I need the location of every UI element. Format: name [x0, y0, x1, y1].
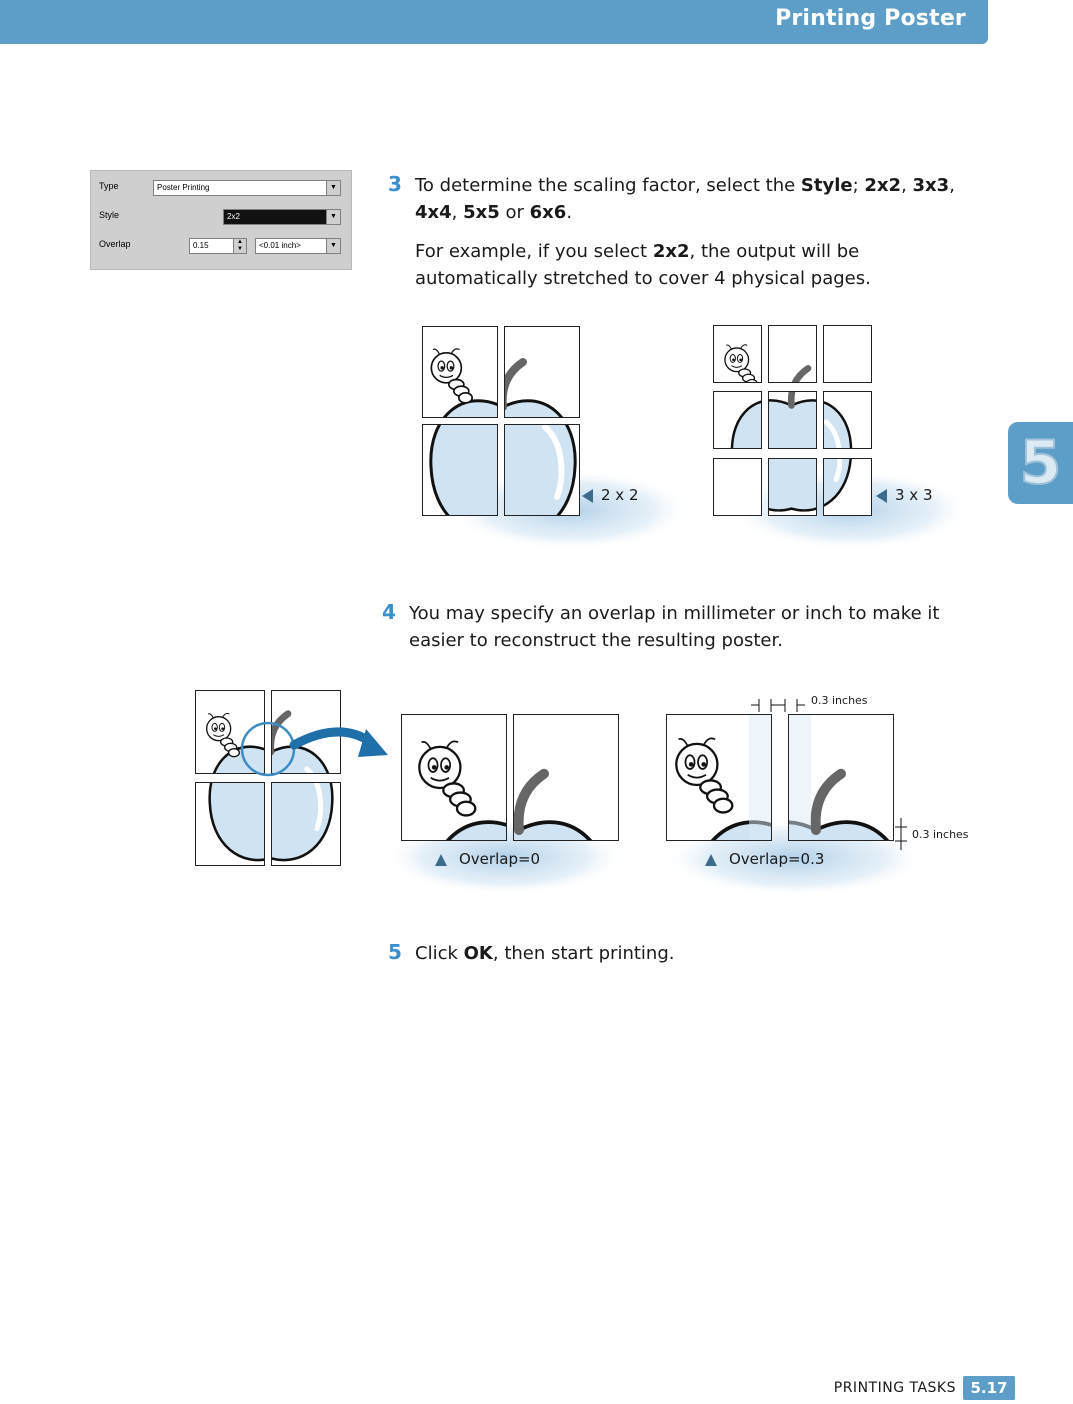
step-text: Click	[415, 943, 464, 964]
step-number: 5	[388, 940, 402, 964]
step-number: 4	[382, 600, 396, 624]
label-2x2: 2 x 2	[601, 486, 639, 504]
figure-label	[705, 850, 824, 868]
step-3-example	[415, 238, 1015, 292]
figure-label	[582, 486, 639, 504]
pointer-up-icon	[705, 854, 717, 866]
step-text: automatically stretched to cover 4 physical pages.	[415, 268, 871, 289]
poster-tile	[713, 325, 762, 383]
figure-2x2	[400, 310, 680, 550]
poster-tile	[504, 326, 580, 418]
pointer-left-icon	[876, 489, 887, 503]
step-text: easier to reconstruct the resulting poster.	[409, 630, 783, 651]
chevron-down-icon[interactable]: ▼	[326, 181, 340, 195]
poster-tile	[713, 391, 762, 449]
step-text: , then start printing.	[492, 943, 675, 964]
step-text: ,	[901, 175, 913, 196]
step-bold: OK	[463, 943, 493, 964]
zoom-circle-arrow	[190, 685, 400, 875]
poster-tile	[768, 325, 817, 383]
poster-tile	[504, 424, 580, 516]
overlap-label: Overlap	[99, 239, 131, 249]
pointer-left-icon	[582, 489, 593, 503]
spinner-icon[interactable]: ▲ ▼	[233, 239, 246, 253]
label-overlap-0: Overlap=0	[459, 850, 541, 868]
chapter-number: 5	[1019, 428, 1062, 498]
poster-tile	[713, 458, 762, 516]
page-number-badge: 5.17	[963, 1376, 1015, 1400]
step-4-text	[409, 600, 1009, 654]
figure-overlap-0	[390, 705, 650, 900]
step-3-text	[415, 172, 1015, 226]
footer-section: PRINTING TASKS	[833, 1380, 956, 1396]
poster-tile	[513, 714, 619, 841]
overlap-input-value: 0.15	[193, 241, 209, 250]
style-label: Style	[99, 210, 120, 220]
step-bold: 6x6	[529, 202, 567, 223]
step-bold: Style	[800, 175, 853, 196]
figure-overlap-source	[190, 685, 400, 875]
label-overlap-03: Overlap=0.3	[729, 850, 825, 868]
page-title: Printing Poster	[775, 6, 966, 31]
label-3x3: 3 x 3	[895, 486, 933, 504]
poster-tile	[768, 458, 817, 516]
step-text: For example, if you select	[415, 241, 653, 262]
poster-tile	[823, 325, 872, 383]
figure-3x3	[700, 310, 990, 550]
overlap-input[interactable]	[189, 238, 247, 254]
step-bold: 5x5	[463, 202, 500, 223]
dimension-label-right: 0.3 inches	[912, 828, 969, 841]
step-text: To determine the scaling factor, select the	[415, 175, 801, 196]
dimension-markers	[655, 690, 975, 900]
figure-overlap-03	[655, 690, 975, 900]
style-select-value: 2x2	[227, 212, 240, 221]
poster-tile	[768, 391, 817, 449]
overlap-unit-value: <0.01 inch>	[259, 241, 301, 250]
type-label: Type	[99, 181, 119, 191]
chevron-down-icon[interactable]: ▼	[326, 210, 340, 224]
step-text: , the output will be	[689, 241, 860, 262]
type-select[interactable]	[153, 180, 341, 196]
type-select-value: Poster Printing	[157, 183, 210, 192]
step-bold: 2x2	[652, 241, 690, 262]
style-select[interactable]	[223, 209, 341, 225]
step-bold: 3x3	[912, 175, 950, 196]
step-text: You may specify an overlap in millimeter or inch to make it	[409, 603, 940, 624]
chapter-tab	[1008, 422, 1073, 504]
figure-label	[876, 486, 933, 504]
header-bar	[0, 0, 988, 44]
pointer-up-icon	[435, 854, 447, 866]
step-text: ,	[949, 175, 955, 196]
step-number: 3	[388, 172, 402, 196]
poster-settings-dialog	[90, 170, 352, 270]
figure-label	[435, 850, 540, 868]
step-bold: 4x4	[415, 202, 452, 223]
poster-tile	[823, 391, 872, 449]
poster-tile	[422, 424, 498, 516]
dimension-label-top: 0.3 inches	[811, 694, 868, 707]
poster-tile	[401, 714, 507, 841]
chevron-down-icon[interactable]: ▼	[326, 239, 340, 253]
poster-tile	[823, 458, 872, 516]
step-text: ,	[451, 202, 464, 223]
step-text: .	[566, 202, 573, 223]
step-5-text	[415, 940, 1015, 967]
step-text: ;	[852, 175, 865, 196]
step-text: or	[499, 202, 530, 223]
poster-tile	[422, 326, 498, 418]
step-bold: 2x2	[864, 175, 902, 196]
overlap-unit-select[interactable]	[255, 238, 341, 254]
